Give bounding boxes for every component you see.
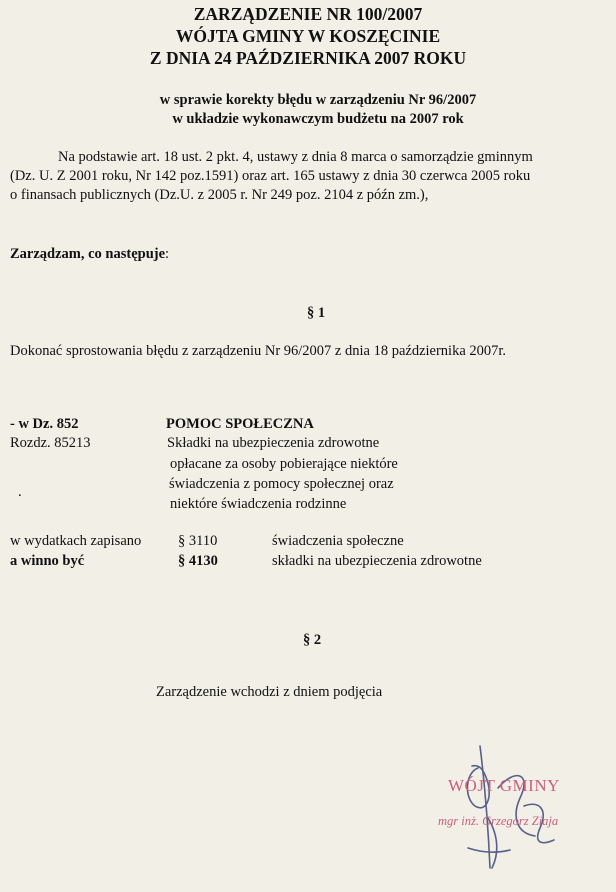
chapter-label: Rozdz. 85213 [10,435,91,451]
section1-symbol: § 1 [306,305,326,321]
section2-symbol: § 2 [302,632,322,648]
order-intro-colon: : [165,246,170,262]
document-title-line2: WÓJTA GMINY W KOSZĘCINIE [175,26,441,46]
stamp-name: mgr inż. Grzegorz Ziaja [438,814,559,828]
was-code: § 3110 [178,533,218,549]
chapter-desc-line3: świadczenia z pomocy społecznej oraz [169,476,394,492]
legal-basis-line1: Na podstawie art. 18 ust. 2 pkt. 4, ustawy z dnia 8 marca o samorządzie gminnym [58,149,533,165]
stamp-title: WÓJT GMINY [448,776,560,795]
order-intro [10,246,169,263]
chapter-desc-line2: opłacane za osoby pobierające niektóre [170,456,398,472]
section1-text: Dokonać sprostowania błędu z zarządzeniu Nr 96/2007 z dnia 18 października 2007r. [10,343,507,359]
stray-dot: . [18,484,22,500]
document-title-line3: Z DNIA 24 PAŹDZIERNIKA 2007 ROKU [149,48,467,68]
subject-line1: w sprawie korekty błędu w zarządzeniu Nr 96/2007 [159,92,477,108]
subject-line2: w układzie wykonawczym budżetu na 2007 rok [172,111,464,127]
chapter-desc-line4: niektóre świadczenia rodzinne [170,496,347,512]
section2-text: Zarządzenie wchodzi z dniem podjęcia [156,684,383,700]
division-label: - w Dz. 852 [10,416,79,432]
division-name: POMOC SPOŁECZNA [166,416,314,432]
handwritten-signature [420,728,610,888]
order-intro-text: Zarządzam, co następuje [10,246,166,262]
was-description: świadczenia społeczne [272,533,404,549]
was-label: w wydatkach zapisano [10,533,142,549]
legal-basis-line2: (Dz. U. Z 2001 roku, Nr 142 poz.1591) oraz art. 165 ustawy z dnia 30 czerwca 2005 roku [10,168,531,184]
should-description: składki na ubezpieczenia zdrowotne [272,553,482,569]
should-code: § 4130 [178,553,218,569]
should-label: a winno być [10,553,85,569]
legal-basis-line3: o finansach publicznych (Dz.U. z 2005 r. Nr 249 poz. 2104 z późn zm.), [10,187,429,203]
document-title-line1: ZARZĄDZENIE NR 100/2007 [193,4,423,24]
chapter-desc-line1: Składki na ubezpieczenia zdrowotne [167,435,380,451]
